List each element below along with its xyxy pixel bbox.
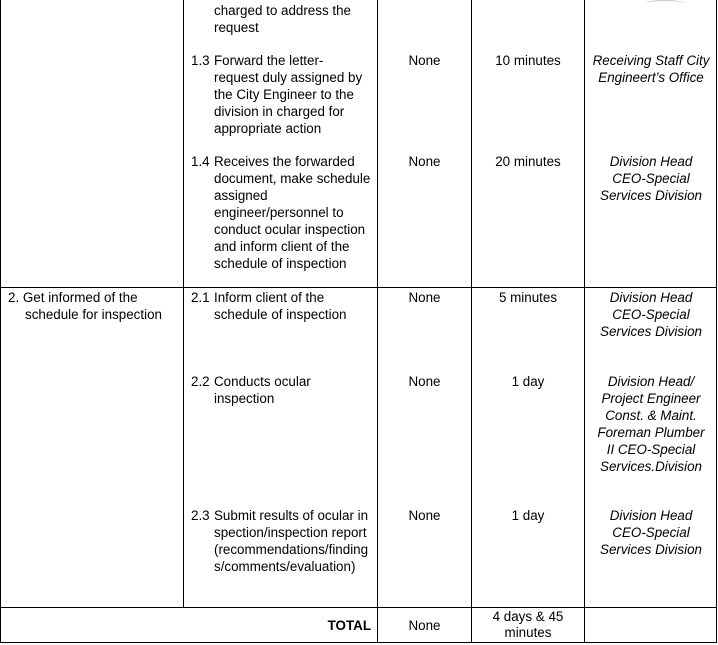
fees-cell: None — [408, 290, 441, 305]
time-cell: 20 minutes — [495, 154, 561, 169]
step-number: 2.3 — [191, 508, 210, 523]
step-number: 1.3 — [191, 53, 210, 68]
total-row — [0, 608, 718, 642]
table-row — [0, 288, 718, 607]
step-text: Receives the forwarded document, make schedule assigned engineer/personnel to conduct ocular inspection and inform client of the schedule of inspection — [214, 154, 371, 271]
time-cell: 10 minutes — [495, 53, 561, 68]
person-responsible: Division Head/ Project Engineer Const. & Maint. Foreman Plumber II CEO-Special Services.Division — [597, 374, 705, 474]
client-step — [8, 289, 180, 323]
total-time: 4 days & 45 minutes — [492, 609, 564, 640]
fees-cell: None — [408, 154, 441, 169]
fees-cell: None — [408, 508, 441, 523]
step-text: charged to address the request — [214, 3, 351, 35]
step-text: Forward the letter-request duly assigned by the City Engineer to the division in charged for appropriate action — [214, 53, 363, 136]
table-row — [0, 0, 718, 287]
fees-cell: None — [408, 53, 441, 68]
person-responsible: Division Head CEO-Special Services Division — [600, 154, 702, 203]
step-text: Conducts ocular inspection — [214, 374, 311, 406]
step-text: Submit results of ocular inspection/inspection report (recommendations/findings/comments/evaluation) — [214, 508, 369, 574]
time-cell: 1 day — [511, 508, 545, 523]
fees-cell: None — [408, 374, 441, 389]
table-border-bottom — [0, 642, 717, 643]
time-cell: 1 day — [511, 374, 545, 389]
step-number: 2.1 — [191, 290, 210, 305]
step-text: Inform client of the schedule of inspection — [214, 290, 347, 322]
person-responsible: Receiving Staff City Engineert’s Office — [592, 53, 710, 85]
time-cell: 5 minutes — [498, 290, 558, 305]
step-number: 1.4 — [191, 154, 210, 169]
person-responsible: Division Head CEO-Special Services Division — [600, 508, 702, 557]
total-fees: None — [408, 618, 441, 633]
total-label: TOTAL — [327, 618, 371, 633]
person-responsible: Division Head CEO-Special Services Division — [600, 290, 702, 339]
step-number: 2.2 — [191, 374, 210, 389]
client-step-text: 2. Get informed of the schedule for inspection — [8, 290, 162, 322]
